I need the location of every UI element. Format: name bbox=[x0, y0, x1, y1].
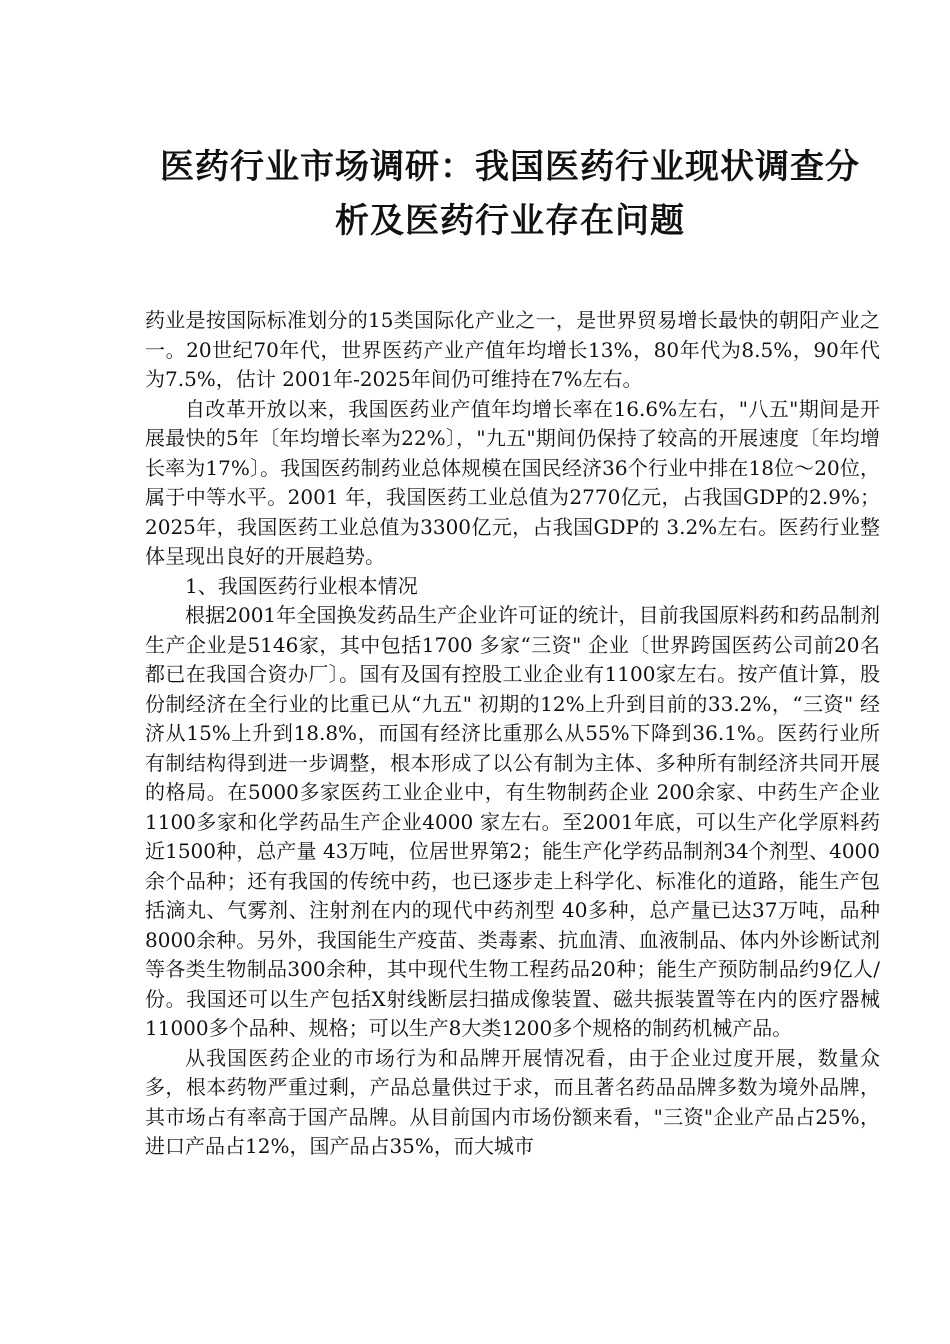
paragraph-industry-overview: 根据2001年全国换发药品生产企业许可证的统计，目前我国原料药和药品制剂生产企业是5146家，其中包括1700 多家“三资" 企业〔世界跨国医药公司前20名都已在我国合资办厂〕。国有及国有控股工业企业有1100家左右。按产值计算，股份制经济在全行业的比重已从“九五" 初期的12%上升到目前的33.2%，“三资" 经济从15%上升到18.8%，而国有经济比重那么从55%下降到36.1%。医药行业所有制结构得到进一步调整，根本形成了以公有制为主体、多种所有制经济共同开展的格局。在5000多家医药工业企业中，有生物制药企业 200余家、中药生产企业1100多家和化学药品生产企业4000 家左右。至2001年底，可以生产化学原料药近1500种，总产量 43万吨，位居世界第2；能生产化学药品制剂34个剂型、4000余个品种；还有我国的传统中药，也已逐步走上科学化、标准化的道路，能生产包括滴丸、气雾剂、注射剂在内的现代中药剂型 40多种，总产量已达37万吨，品种8000余种。另外，我国能生产疫苗、类毒素、抗血清、血液制品、体内外诊断试剂等各类生物制品300余种，其中现代生物工程药品20种；能生产预防制品约9亿人/份。我国还可以生产包括X射线断层扫描成像装置、磁共振装置等在内的医疗器械11000多个品种、规格；可以生产8大类1200多个规格的制药机械产品。 bbox=[145, 603, 880, 1040]
paragraph-market-brands: 从我国医药企业的市场行为和品牌开展情况看，由于企业过度开展，数量众多，根本药物严重过剩，产品总量供过于求，而且著名药品品牌多数为境外品牌，其市场占有率高于国产品牌。从目前国内市场份额来看，"三资"企业产品占25%，进口产品占12%，国产品占35%，而大城市 bbox=[145, 1045, 880, 1158]
section-heading: 1、我国医药行业根本情况 bbox=[185, 573, 418, 598]
document-title: 医药行业市场调研：我国医药行业现状调查分析及医药行业存在问题 bbox=[160, 147, 860, 241]
paragraph-intro: 药业是按国际标准划分的15类国际化产业之一，是世界贸易增长最快的朝阳产业之一。20世纪70年代，世界医药产业产值年均增长13%，80年代为8.5%，90年代为7.5%，估计 2001年-2025年间仍可维持在7%左右。 bbox=[145, 308, 880, 391]
document-body bbox=[145, 306, 880, 1162]
paragraph-growth: 自改革开放以来，我国医药业产值年均增长率在16.6%左右，"八五"期间是开展最快的5年〔年均增长率为22%〕，"九五"期间仍保持了较高的开展速度〔年均增长率为17%〕。我国医药制药业总体规模在国民经济36个行业中排在18位～20位，属于中等水平。2001 年，我国医药工业总值为2770亿元，占我国GDP的2.9%； 2025年，我国医药工业总值为3300亿元，占我国GDP的 3.2%左右。医药行业整体呈现出良好的开展趋势。 bbox=[145, 396, 880, 568]
